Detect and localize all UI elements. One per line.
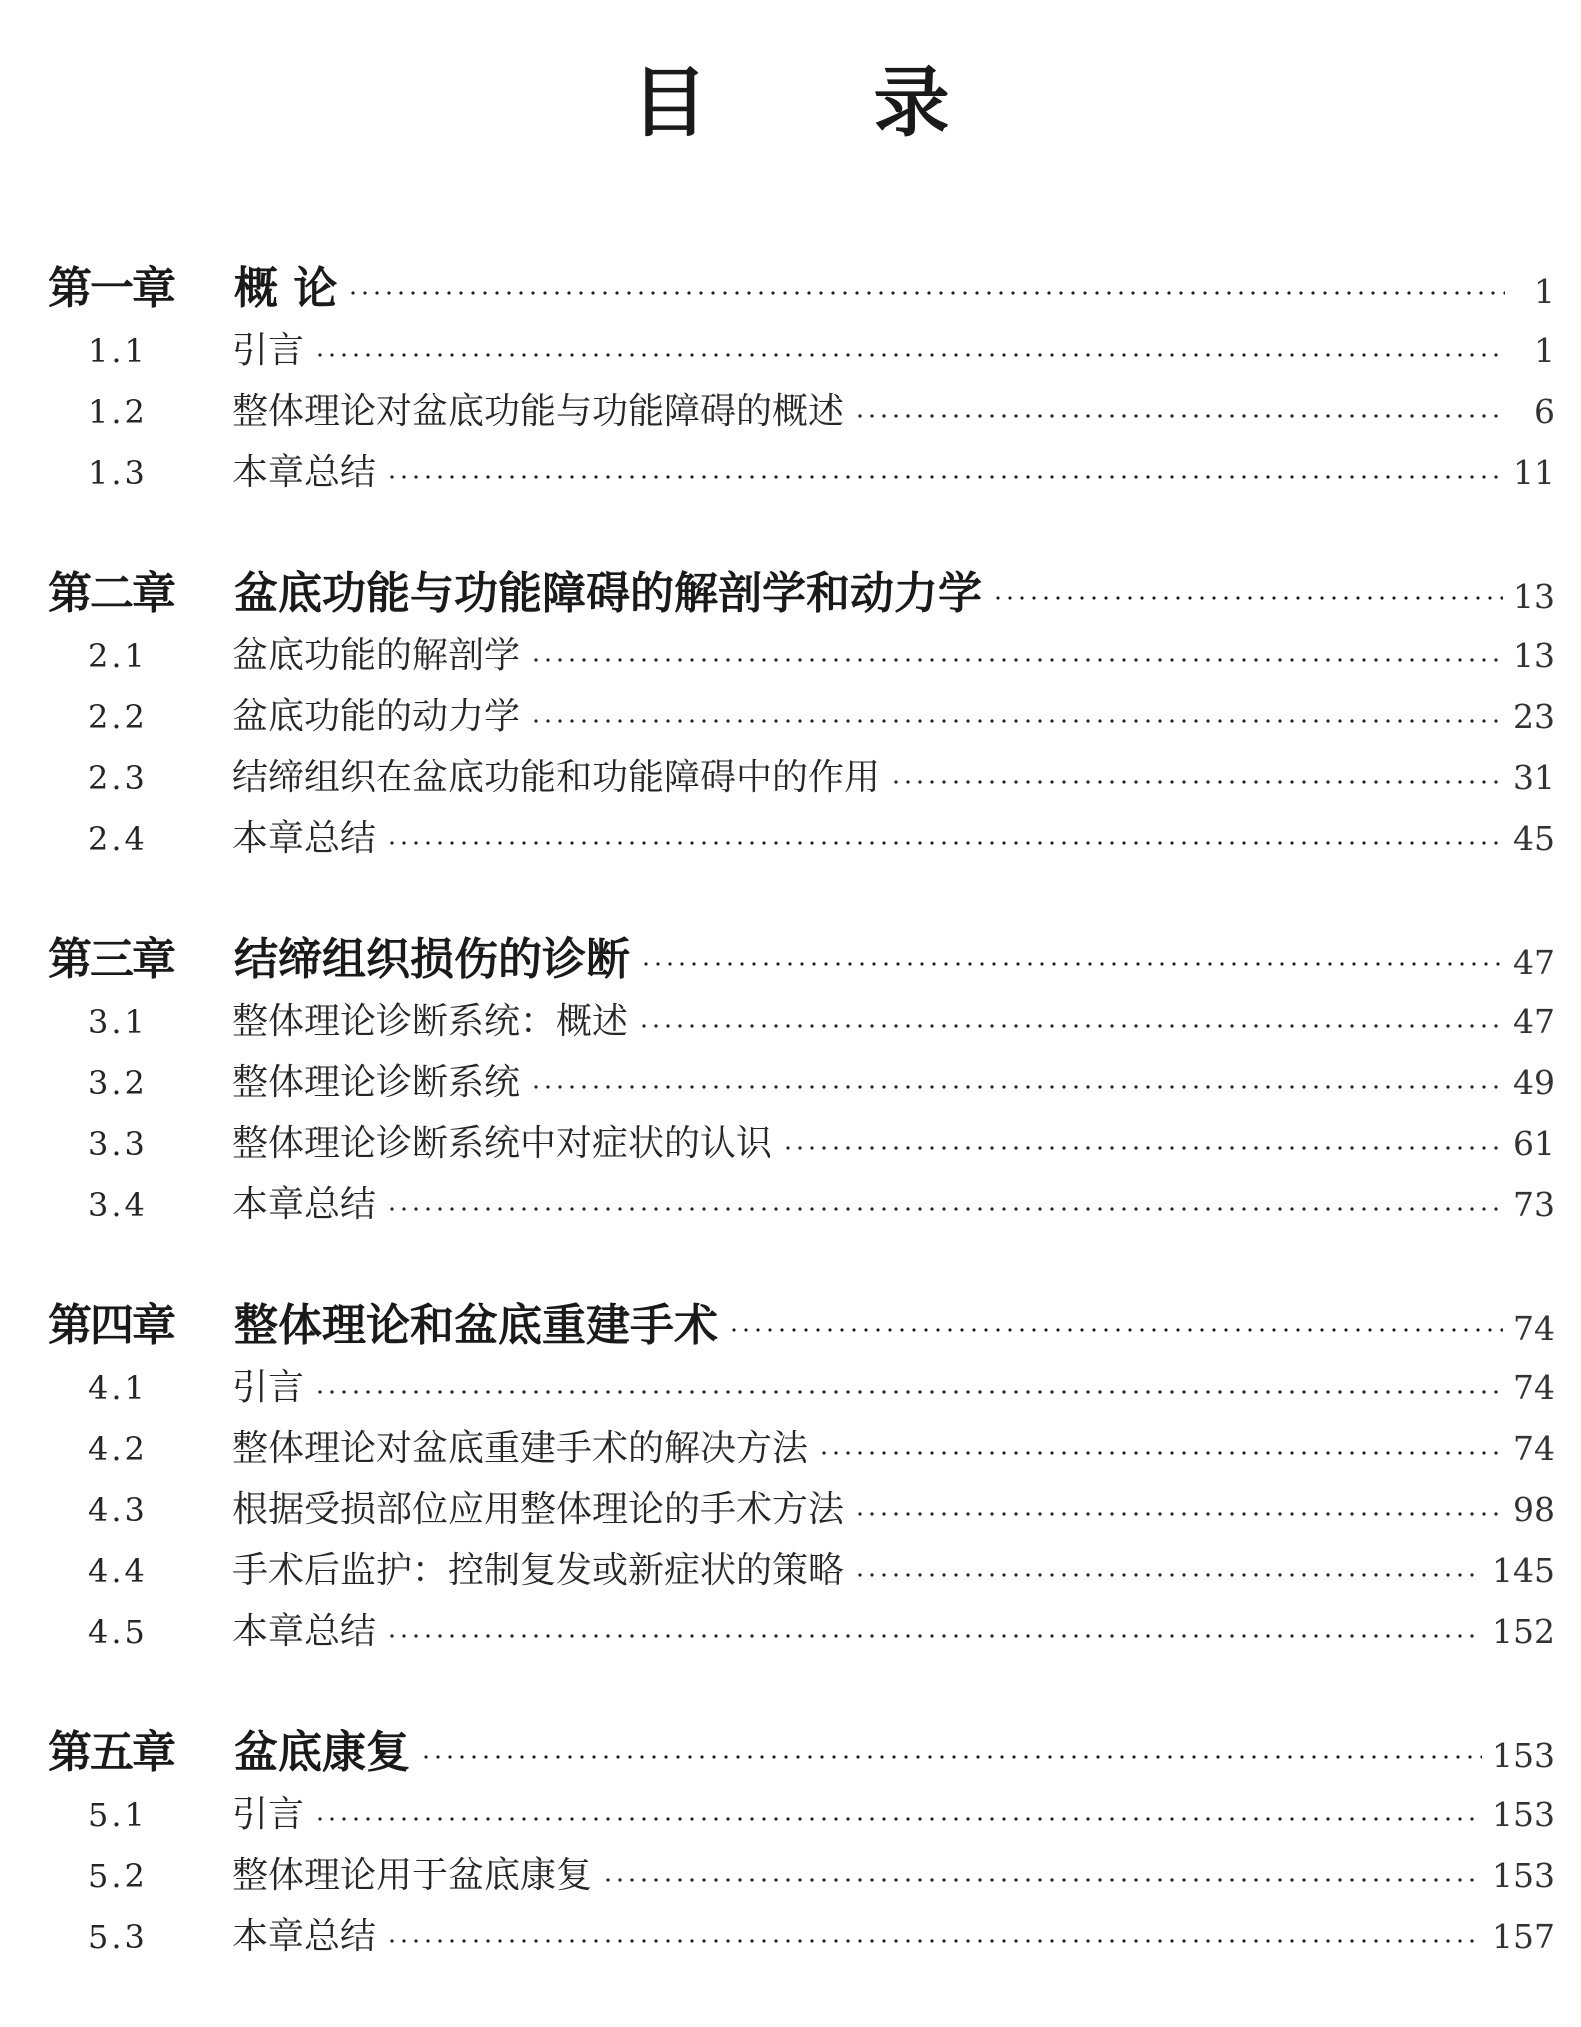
dot-leader	[347, 291, 1505, 295]
section-page-number: 49	[1513, 1063, 1555, 1102]
dot-leader	[602, 1878, 1482, 1882]
section-number: 2.1	[88, 637, 148, 675]
chapter-page-number: 47	[1513, 943, 1555, 982]
section-entry[interactable]	[48, 808, 1555, 869]
section-entry[interactable]	[48, 442, 1555, 503]
section-number: 2.4	[88, 820, 148, 858]
section-number: 3.3	[88, 1125, 148, 1163]
section-page-number: 74	[1513, 1368, 1555, 1407]
chapter-entry[interactable]	[48, 563, 1555, 625]
section-title: 盆底功能的动力学	[232, 696, 521, 737]
section-number: 3.2	[88, 1064, 148, 1102]
page-title	[0, 58, 1581, 148]
section-entry[interactable]	[48, 1052, 1555, 1113]
chapter-block	[48, 563, 1555, 869]
section-entry[interactable]	[48, 1418, 1555, 1479]
section-entry[interactable]	[48, 1784, 1555, 1845]
section-title: 本章总结	[232, 818, 377, 859]
dot-leader	[854, 414, 1505, 418]
section-page-number: 6	[1534, 392, 1555, 431]
section-title: 整体理论诊断系统中对症状的认识	[232, 1123, 773, 1164]
section-title: 本章总结	[232, 1916, 377, 1957]
section-number: 2.2	[88, 698, 148, 736]
section-entry[interactable]	[48, 991, 1555, 1052]
section-number: 4.5	[88, 1613, 148, 1651]
section-title: 结缔组织在盆底功能和功能障碍中的作用	[232, 757, 881, 798]
dot-leader	[386, 1634, 1482, 1638]
dot-leader	[640, 962, 1503, 966]
section-number: 4.3	[88, 1491, 148, 1529]
section-entry[interactable]	[48, 1113, 1555, 1174]
section-number: 3.1	[88, 1003, 148, 1041]
section-page-number: 11	[1513, 453, 1555, 492]
section-number: 3.4	[88, 1186, 148, 1224]
section-page-number: 157	[1492, 1917, 1555, 1956]
section-entry[interactable]	[48, 1174, 1555, 1235]
dot-leader	[386, 841, 1503, 845]
section-title: 本章总结	[232, 1611, 377, 1652]
section-page-number: 45	[1513, 819, 1555, 858]
section-number: 5.2	[88, 1857, 148, 1895]
chapter-page-number: 153	[1492, 1736, 1555, 1775]
chapter-entry[interactable]	[48, 929, 1555, 991]
section-title: 本章总结	[232, 452, 377, 493]
section-number: 5.3	[88, 1918, 148, 1956]
section-entry[interactable]	[48, 1540, 1555, 1601]
section-entry[interactable]	[48, 381, 1555, 442]
chapter-title: 结缔组织损伤的诊断	[234, 934, 630, 985]
dot-leader	[314, 1390, 1503, 1394]
dot-leader	[782, 1146, 1503, 1150]
section-title: 根据受损部位应用整体理论的手术方法	[232, 1489, 845, 1530]
section-number: 4.2	[88, 1430, 148, 1468]
chapter-title: 整体理论和盆底重建手术	[234, 1300, 718, 1351]
section-entry[interactable]	[48, 320, 1555, 381]
dot-leader	[386, 1939, 1482, 1943]
section-entry[interactable]	[48, 1479, 1555, 1540]
chapter-number: 第五章	[48, 1727, 174, 1778]
section-page-number: 31	[1513, 758, 1555, 797]
dot-leader	[386, 1207, 1503, 1211]
dot-leader	[638, 1024, 1503, 1028]
table-of-contents	[48, 258, 1555, 2027]
dot-leader	[314, 353, 1505, 357]
chapter-entry[interactable]	[48, 1722, 1555, 1784]
section-page-number: 145	[1492, 1551, 1555, 1590]
section-entry[interactable]	[48, 747, 1555, 808]
section-number: 5.1	[88, 1796, 148, 1834]
section-number: 2.3	[88, 759, 148, 797]
section-page-number: 47	[1513, 1002, 1555, 1041]
section-page-number: 74	[1513, 1429, 1555, 1468]
section-title: 整体理论诊断系统	[232, 1062, 521, 1103]
section-page-number: 73	[1513, 1185, 1555, 1224]
chapter-title: 盆底功能与功能障碍的解剖学和动力学	[234, 568, 982, 619]
chapter-block	[48, 929, 1555, 1235]
page-title-char-2: 录	[873, 58, 950, 147]
chapter-block	[48, 258, 1555, 503]
section-entry[interactable]	[48, 1357, 1555, 1418]
section-number: 1.2	[88, 393, 148, 431]
section-entry[interactable]	[48, 686, 1555, 747]
dot-leader	[314, 1817, 1482, 1821]
dot-leader	[530, 658, 1503, 662]
section-page-number: 13	[1513, 636, 1555, 675]
section-number: 1.1	[88, 332, 148, 370]
dot-leader	[854, 1573, 1482, 1577]
section-page-number: 61	[1513, 1124, 1555, 1163]
chapter-entry[interactable]	[48, 258, 1555, 320]
page-title-char-1: 目	[631, 58, 708, 147]
dot-leader	[818, 1451, 1503, 1455]
dot-leader	[992, 596, 1503, 600]
dot-leader	[854, 1512, 1503, 1516]
section-page-number: 23	[1513, 697, 1555, 736]
section-page-number: 98	[1513, 1490, 1555, 1529]
section-number: 4.1	[88, 1369, 148, 1407]
section-entry[interactable]	[48, 625, 1555, 686]
dot-leader	[420, 1755, 1482, 1759]
section-title: 整体理论诊断系统：概述	[232, 1001, 629, 1042]
section-page-number: 153	[1492, 1856, 1555, 1895]
section-entry[interactable]	[48, 1601, 1555, 1662]
chapter-page-number: 13	[1513, 577, 1555, 616]
section-entry[interactable]	[48, 1906, 1555, 1967]
section-title: 引言	[232, 1367, 305, 1408]
section-page-number: 1	[1534, 331, 1555, 370]
section-page-number: 153	[1492, 1795, 1555, 1834]
section-title: 引言	[232, 330, 305, 371]
section-title: 整体理论用于盆底康复	[232, 1855, 593, 1896]
chapter-block	[48, 1722, 1555, 1967]
section-number: 1.3	[88, 454, 148, 492]
section-title: 本章总结	[232, 1184, 377, 1225]
chapter-page-number: 74	[1513, 1309, 1555, 1348]
chapter-entry[interactable]	[48, 1295, 1555, 1357]
chapter-number: 第三章	[48, 934, 174, 985]
chapter-title: 盆底康复	[234, 1727, 410, 1778]
dot-leader	[530, 719, 1503, 723]
chapter-page-number: 1	[1534, 272, 1555, 311]
section-page-number: 152	[1492, 1612, 1555, 1651]
section-entry[interactable]	[48, 1845, 1555, 1906]
section-title: 手术后监护：控制复发或新症状的策略	[232, 1550, 845, 1591]
section-title: 整体理论对盆底重建手术的解决方法	[232, 1428, 809, 1469]
chapter-number: 第一章	[48, 263, 174, 314]
chapter-title: 概 论	[234, 263, 338, 314]
dot-leader	[728, 1328, 1503, 1332]
section-title: 整体理论对盆底功能与功能障碍的概述	[232, 391, 845, 432]
section-title: 盆底功能的解剖学	[232, 635, 521, 676]
chapter-number: 第二章	[48, 568, 174, 619]
chapter-number: 第四章	[48, 1300, 174, 1351]
chapter-block	[48, 1295, 1555, 1662]
section-title: 引言	[232, 1794, 305, 1835]
dot-leader	[530, 1085, 1503, 1089]
dot-leader	[386, 475, 1503, 479]
dot-leader	[890, 780, 1503, 784]
section-number: 4.4	[88, 1552, 148, 1590]
